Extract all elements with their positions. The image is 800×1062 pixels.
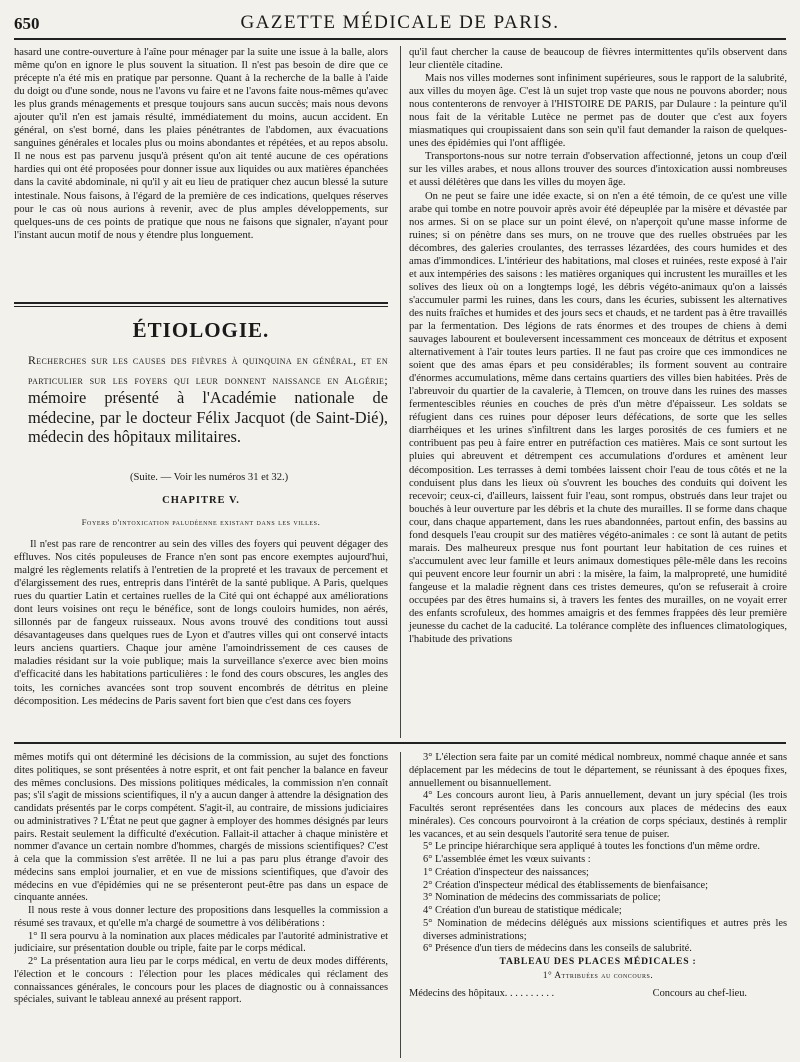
table-cell-position: Médecins des hôpitaux. . . . . . . . . . bbox=[409, 987, 555, 999]
proposition-3: 3° L'élection sera faite par un comité médical nombreux, nommé chaque année et sans déplacement par les médecins de tout le département, se réunissant à des époques fixes, annuellement ou bisannuellement. bbox=[409, 752, 787, 789]
chapter-heading: CHAPITRE V. bbox=[162, 495, 240, 506]
list-item: 5° Nomination de médecins délégués aux missions scientifiques et autres près les diverses administrations; bbox=[423, 917, 787, 942]
table-row bbox=[409, 988, 787, 1001]
wishes-list bbox=[409, 867, 787, 956]
article-title-smallcaps: Recherches sur les causes des fièvres à quinquina en général, et en particulier sur les foyers qui leur donnent naissance en Algérie; bbox=[28, 353, 388, 387]
list-item: 6° Présence d'un tiers de médecins dans les conseils de salubrité. bbox=[423, 943, 692, 955]
list-item: 2° Création d'inspecteur médical des établissements de bienfaisance; bbox=[423, 879, 709, 891]
proposition-1: 1° Il sera pourvu à la nomination aux places médicales par l'autorité administrative et judiciaire, sur présentation double ou triple, faite par le corps médical. bbox=[14, 930, 388, 955]
body-paragraph: On ne peut se faire une idée exacte, si on n'en a été témoin, de ce qu'est une ville arabe qui tombe en notre pouvoir après avoir été dépeuplée par la misère et dévastée par nos armes. Si on se place sur un point élevé, on n'aperçoit qu'une masse informe de ruines; si on pénètre dans ses murs, on ne trouve que des ruelles obstruées par les décombres, des galeries croulantes, des terrasses lézardées, des cours humides et des amas d'immondices. L'intérieur des habitations, mal closes et ruinées, reste exposé à l'air et aux intempéries des saisons : les matières organiques qui incrustent les murailles et les solives des lieux où on a longtemps logé, les débris végéto-animaux qu'on a laissés s'accumuler parmi les ruines, dans les cours, dans les écuries, subissent les alternatives des nuits fraîches et humides et des jours secs et chauds, et ne tardent pas à être travaillés par la fermentation. Des légions de rats énormes et des troupes de chiens à demi sauvages labourent et bouleversent incessamment ces monceaux de détritus et exposent alternativement à l'air toutes leurs parties. Il ne faut pas croire que ces immondices ne soient que des amas épars et peu considérables; ils forment souvent au contraire d'énormes accumulations, même dans certains quartiers des villes bien habitées. Près de l'abreuvoir du quartier de la cavalerie, à Tlemcen, on trouve dans les ruines des masses fermentescibles réunies en couches de près d'un mètre d'épaisseur. Les soldats se réfugient dans ces ruines pour déposer leurs défécations, de sorte que les selles diarrhéiques et les urines s'infiltrent dans les larges porosités de ces fumiers et ne contribuent pas peu à faire entrer en putréfaction ces matières. Mais ce sont surtout les pluies qui abreuvent et détrempent ces accumulations d'ordures et amènent leur décomposition. Les terrasses à demi tombées laissent choir l'eau de tous côtés et ne la conduisent plus dans les lieux où s'ouvrent les bouches des conduits qui doivent les recevoir; ceux-ci, d'ailleurs, laissent fuir l'eau, sont rompus, obstrués dans leur trajet ou bouchés à leur ouverture par les débris et la chute des murailles. Il se forme dans chaque cour, dans chaque appartement, dans les rues abandonnées, partout enfin, des bassins au fond desquels l'eau croupit sur des matières végéto-animales : ce sont là autant de petits marais. Des malheureux presque nus font pourtant leur habitation de ces ruines et s'accumulent avec leur famille et leurs animaux domestiques pêle-mêle dans les recoins qui peuvent encore leur fournir un abri : la misère, la faim, la malpropreté, une humidité fangeuse et la maladie règnent dans ces tristes demeures, qu'on se refuserait à croire occupées par des êtres humains si, à travers les fentes des murailles, on ne voyait errer des enfants scrofuleux, des hommes amaigris et des femmes frappées dès leur première jeunesse du cachet de la caducité. La tolérance complète des influences climatologiques, l'habitude des privations bbox=[409, 190, 787, 646]
table-subtitle: 1° Attribuées au concours. bbox=[542, 969, 654, 980]
page-header bbox=[14, 8, 786, 40]
body-paragraph: Mais nos villes modernes sont infiniment supérieures, sous le rapport de la salubrité, aux villes du moyen âge. C'est là un sujet trop vaste que nous ne pouvons aborder; nous nous contenterons de renvoyer à l'HISTOIRE DE PARIS, par Dulaure : la peinture qu'il nous fait de la véritable Lutèce ne permet pas de douter que c'est aux foyers miasmatiques qui croupissaient dans son sein qu'il faut demander la raison de quelques-unes des épidémies qui l'ont affligée. bbox=[409, 73, 787, 150]
body-paragraph: qu'il faut chercher la cause de beaucoup de fièvres intermittentes qu'ils observent dans leur clientèle citadine. bbox=[409, 47, 787, 72]
proposition-5: 5° Le principe hiérarchique sera appliqué à toutes les fonctions d'un même ordre. bbox=[423, 841, 760, 853]
bottom-left-column bbox=[14, 752, 388, 1058]
section-divider-thin bbox=[14, 306, 388, 307]
list-item: 4° Création d'un bureau de statistique médicale; bbox=[423, 905, 622, 916]
upper-left-column bbox=[14, 46, 388, 296]
proposition-6: 6° L'assemblée émet les vœux suivants : bbox=[423, 854, 591, 865]
lower-left-column bbox=[14, 538, 388, 738]
table-cell-mode: Concours au chef-lieu. bbox=[652, 987, 747, 999]
body-paragraph: hasard une contre-ouverture à l'aîne pour ménager par la suite une issue à la balle, alors même qu'on en ignore le plus souvent la situation. Il n'est pas besoin de dire que ce précepte n'a été mis en pratique par personne. Quant à la recherche de la balle à l'aide du doigt ou d'une sonde, nous ne l'avons vu faire et ne l'avons faite nous-mêmes qu'avec les plus grands ménagements et presque toujours sans aucun succès; mais nous devons ajouter qu'il n'en est jamais résulté, immédiatement du moins, aucun accident. En général, on s'est borné, dans les plaies pénétrantes de l'abdomen, aux évacuations sanguines générales et locales plus ou moins abondantes et répétées, et au repos absolu. Il ne nous est pas parvenu jusqu'à présent qu'on ait tenté aucune de ces opérations hardies qui ont été proposées pour donner issue aux liquides ou aux matières épanchées dans la cavité abdominale, ni qu'il y ait eu lieu de pratiquer chez aucun blessé la suture intestinale. Nous faisons, à l'égard de la première de ces indications, quelques réserves pour le cas où nous aurions à revenir, avec de plus amples développements, sur quelques-uns de ces points de pratique que nous ne faisons que signaler, n'ayant pour l'instant aucun motif de nous y étendre plus longuement. bbox=[14, 47, 388, 241]
body-paragraph: Il nous reste à vous donner lecture des propositions dans lesquelles la commission a résumé ses travaux, et qu'elle m'a chargé de soumettre à vos délibérations : bbox=[14, 905, 388, 929]
section-title: ÉTIOLOGIE. bbox=[132, 318, 270, 342]
list-item: 1° Création d'inspecteur des naissances; bbox=[423, 866, 589, 878]
bottom-right-column bbox=[400, 752, 787, 1058]
table-title: TABLEAU DES PLACES MÉDICALES : bbox=[499, 956, 697, 967]
proposition-4: 4° Les concours auront lieu, à Paris annuellement, devant un jury spécial (les trois Facultés seront représentées dans les concours aux places de médecins des eaux minérales). Ces concours pourvoiront à la création de corps spéciaux, destinés à remplir les vacances, et au sein desquels l'autorité sera tenue de puiser. bbox=[409, 790, 787, 840]
page-divider bbox=[14, 742, 786, 744]
right-column bbox=[400, 46, 787, 738]
section-divider bbox=[14, 302, 388, 304]
body-paragraph: Il n'est pas rare de rencontrer au sein des villes des foyers qui peuvent dégager des effluves. Nos cités populeuses de France n'en sont pas encore exemptes aujourd'hui, malgré les règlements relatifs à l'entretien de la propreté et les travaux de percement et d'élargissement des rues, entrepris dans l'intérêt de la santé publique. A Paris, quelques rues du quartier Latin et certaines ruelles de la Cité qui ont échappé aux améliorations dont leurs voisines ont reçu le bénéfice, sont de longs couloirs humides, non aérés, sillonnés par de fangeux ruisseaux. Nous avons trouvé des conditions tout aussi désavantageuses dans quelques rues de Lyon et d'autres villes qui ont conservé intacts leurs anciens quartiers. Chaque jour amène l'amoindrissement de ces causes de maladies résidant sur la voie publique; mais la surveillance s'exerce avec bien moins d'efficacité dans les habitations particulières : le fond des cours obscures, les angles des toits, les corniches avancées sont trop souvent encombrés de détritus en pleine décomposition. Les médecins de Paris savent fort bien que c'est dans ces foyers bbox=[14, 539, 388, 707]
page-number: 650 bbox=[14, 14, 40, 33]
body-paragraph: Transportons-nous sur notre terrain d'observation affectionné, jetons un coup d'œil sur les villes arabes, et nous allons trouver des sources d'intoxication aussi nombreuses et aussi délétères que dans les villes du moyen âge. bbox=[409, 151, 787, 189]
chapter-subtitle: Foyers d'intoxication paludéenne existant dans les villes. bbox=[81, 517, 321, 527]
article-title-rest: mémoire présenté à l'Académie nationale de médecine, par le docteur Félix Jacquot (de Saint-Dié), médecin des hôpitaux militaires. bbox=[28, 388, 388, 447]
proposition-2: 2° La présentation aura lieu par le corps médical, en vertu de deux modes différents, l'élection et le concours : l'élection pour les places médicales qui réclament des connaissances générales, le concours pour les places de diagnostic ou à connaissances spéciales, suivant le tableau annexé au présent rapport. bbox=[14, 956, 388, 1006]
body-paragraph: mêmes motifs qui ont déterminé les décisions de la commission, au sujet des fonctions dites politiques, se sont présentées à notre esprit, et ont fait pencher la balance en faveur des mêmes conclusions. Des missions politiques médicales, la commission n'en connaît pas; s'il s'agit de missions scientifiques, il n'y a aucun danger à attendre la désignation des candidats présentés par le corps compétent. S'agit-il, au contraire, de missions judiciaires ou administratives ? L'État ne peut que gagner à employer des hommes désignés par leurs pairs. Restait seulement la difficulté d'exécution. Fallait-il attacher à chaque ministère et nommer d'avance un certain nombre d'hommes, chargés de missions scientifiques? C'est à cela que la commission s'est arrêtée. Il ne lui a pas paru plus étrange d'avoir des médecins sans emploi journalier, et en vue de missions scientifiques, que d'avoir des médecins en vue d'épidémies qui ne se présenteront peut-être pas dans un espace de cinquante années. bbox=[14, 752, 388, 904]
article-title bbox=[28, 352, 388, 448]
list-item: 3° Nomination de médecins des commissariats de police; bbox=[423, 892, 661, 904]
suite-note: (Suite. — Voir les numéros 31 et 32.) bbox=[130, 472, 289, 483]
journal-title: GAZETTE MÉDICALE DE PARIS. bbox=[240, 12, 560, 33]
